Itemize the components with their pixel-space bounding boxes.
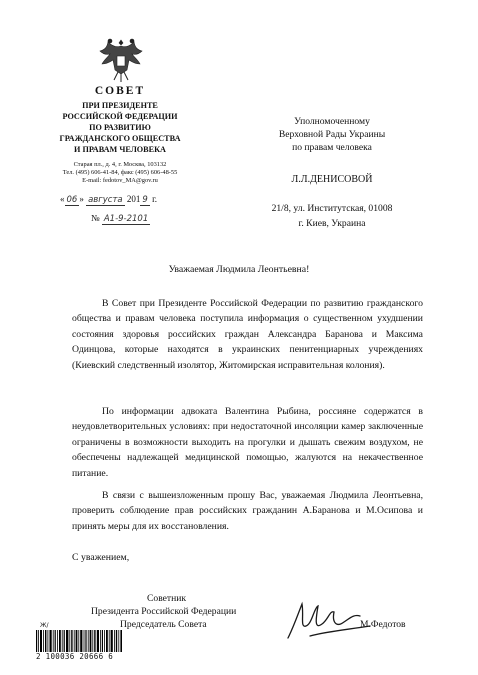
body-paragraph: В связи с вышеизложенным прошу Вас, уважаемая Людмила Леонтьевна, проверить соблюдение прав российских гражданин А.Баранова и М.Осипова и принять меры для их восстановления. (72, 490, 423, 532)
reference-mark: Ж/ (40, 622, 49, 629)
org-name-line: ПО РАЗВИТИЮ (89, 123, 151, 132)
handwritten-signature (284, 596, 374, 646)
salutation: Уважаемая Людмила Леонтьевна! (168, 264, 310, 275)
org-name-line: И ПРАВАМ ЧЕЛОВЕКА (74, 145, 166, 154)
coat-of-arms-icon (96, 36, 146, 84)
addressee-name: Л.Л.ДЕНИСОВОЙ (291, 174, 373, 185)
org-name-line: ПРИ ПРЕЗИДЕНТЕ (82, 101, 158, 110)
date-field: « 06 » августа 201 9 г. (60, 194, 157, 205)
org-name-line: РОССИЙСКОЙ ФЕДЕРАЦИИ (62, 112, 178, 121)
date-day: 06 (66, 195, 78, 205)
date-suffix: г. (152, 194, 157, 204)
addressee-line: по правам человека (292, 142, 372, 153)
closing: С уважением, (72, 552, 130, 563)
signer-title: Президента Российской Федерации (91, 606, 237, 617)
body-paragraph: В Совет при Президенте Российской Федерации по развитию гражданского общества и правам человека поступила информация о существенном ухудшении состояния здоровья российских граждан Александра Баранова и Максима Одинцова, которые находятся в украинских пенитенциарных учреждениях (Киевский следственный изолятор, Житомирская исправительная колония). (72, 298, 423, 371)
barcode (36, 630, 122, 652)
signer-title: Председатель Совета (120, 619, 207, 630)
org-email: E-mail: fedotov_MA@gov.ru (82, 177, 158, 184)
addressee-line: Уполномоченному (294, 116, 370, 127)
barcode-number: 2 100036 20666 6 (36, 652, 114, 661)
org-address: Старая пл., д. 4, г. Москва, 103132 (73, 161, 167, 168)
number-prefix: № (91, 213, 100, 223)
date-year-prefix: 201 (126, 194, 141, 204)
number-field (91, 213, 150, 225)
addressee-city: г. Киев, Украина (298, 218, 366, 229)
body-paragraph: По информации адвоката Валентина Рыбина, россияне содержатся в неудовлетворительных условиях: при недостаточной инсоляции камер заключенные ограничены в возможности выходить на прогулки и дышать свежим воздухом, не обеспечены надлежащей медицинской помощью, жалуются на некачественное питание. (72, 406, 423, 479)
addressee-address: 21/8, ул. Институтская, 01008 (271, 203, 393, 214)
date-month: августа (88, 195, 123, 205)
org-name-line: ГРАЖДАНСКОГО ОБЩЕСТВА (59, 134, 181, 143)
org-phone: Тел. (495) 606-41-84, факс (495) 606-48-55 (62, 169, 178, 176)
date-year-suffix: 9 (142, 195, 148, 205)
signer-title: Советник (147, 593, 187, 604)
addressee-line: Верховной Рады Украины (278, 129, 386, 140)
org-title: СОВЕТ (94, 85, 146, 97)
number-value: А1-9-2101 (103, 214, 149, 224)
signer-name: М.Федотов (360, 619, 406, 630)
